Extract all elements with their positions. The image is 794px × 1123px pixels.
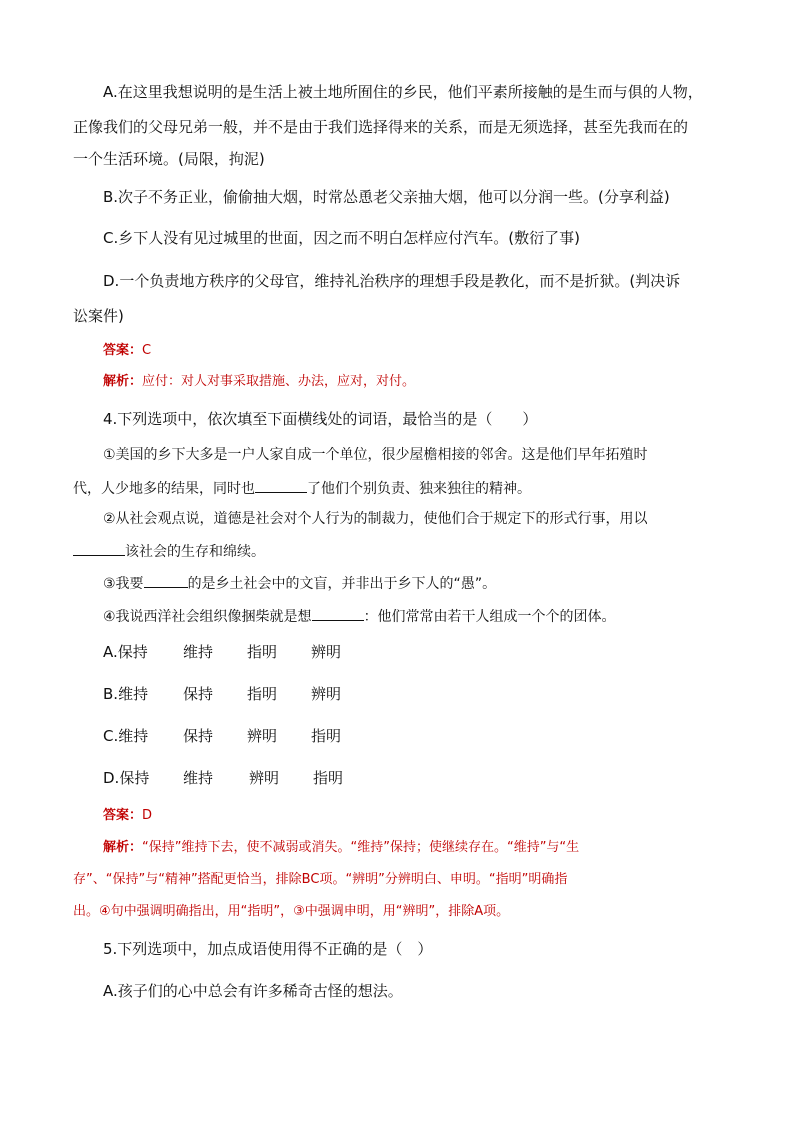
option-word: 指明 — [311, 727, 342, 745]
analysis-label: 解析： — [103, 840, 143, 855]
q4-sentence1-line2 — [73, 478, 531, 499]
sentence-text: 该社会的生存和绵续。 — [125, 544, 265, 560]
q4-option-c — [103, 726, 341, 746]
analysis-text: “保持”维持下去，使不减弱或消失。“维持”保持；使继续存在。“维持”与“生 — [142, 840, 580, 855]
q4-analysis-line1 — [103, 838, 579, 858]
q3-answer — [103, 341, 151, 361]
option-word: 指明 — [247, 685, 278, 703]
option-letter-word: A.保持 — [103, 643, 148, 661]
q4-option-d — [103, 768, 343, 788]
sentence-text: ③我要 — [103, 576, 144, 592]
option-word: 指明 — [313, 769, 344, 787]
option-word: 辨明 — [249, 769, 280, 787]
answer-label: 答案： — [103, 343, 143, 358]
q4-sentence1-line1: ①美国的乡下大多是一户人家自成一个单位，很少屋檐相接的邻舍。这是他们早年拓殖时 — [103, 447, 648, 463]
option-letter-word: C.维持 — [103, 727, 149, 745]
q5-option-a: A.孩子们的心中总会有许多稀奇古怪的想法。 — [103, 982, 403, 1000]
q4-sentence4 — [103, 606, 616, 627]
q4-option-b — [103, 684, 341, 704]
q3-option-a-line2: 正像我们的父母兄弟一般，并不是由于我们选择得来的关系，而是无须选择，甚至先我而在的 — [73, 118, 689, 136]
option-letter-word: D.保持 — [103, 769, 150, 787]
sentence-text: ：他们常常由若干人组成一个个的团体。 — [363, 609, 616, 625]
sentence-text: ④我说西洋社会组织像捆柴就是想 — [103, 609, 312, 625]
fill-blank — [255, 478, 307, 493]
q4-option-a — [103, 642, 341, 662]
answer-label: 答案： — [103, 808, 143, 823]
q4-sentence2-line1: ②从社会观点说，道德是社会对个人行为的制裁力，使他们合于规定下的形式行事，用以 — [103, 511, 648, 527]
option-word: 保持 — [183, 685, 214, 703]
sentence-text: 的是乡土社会中的文盲，并非出于乡下人的“愚”。 — [187, 576, 497, 592]
q4-sentence2-line2 — [73, 541, 265, 562]
fill-blank — [144, 573, 188, 588]
q3-analysis — [103, 372, 415, 392]
q3-option-a-line1: A.在这里我想说明的是生活上被土地所囿住的乡民，他们平素所接触的是生而与俱的人物， — [103, 83, 703, 101]
q3-option-a-line3: 一个生活环境。(局限，拘泥) — [73, 150, 265, 168]
q4-analysis-line3: 出。④句中强调明确指出，用“指明”，③中强调申明，用“辨明”，排除A项。 — [73, 904, 510, 919]
q4-sentence3 — [103, 573, 496, 594]
option-word: 辨明 — [247, 727, 278, 745]
answer-value: D — [142, 808, 153, 823]
analysis-text: 应付：对人对事采取措施、办法，应对，对付。 — [142, 374, 416, 389]
q5-stem: 5.下列选项中，加点成语使用得不正确的是（ ） — [103, 940, 433, 958]
q3-option-b: B.次子不务正业，偷偷抽大烟，时常怂恿老父亲抽大烟，他可以分润一些。(分享利益) — [103, 188, 670, 206]
option-letter-word: B.维持 — [103, 685, 149, 703]
answer-value: C — [142, 343, 152, 358]
q3-option-d-line1: D.一个负责地方秩序的父母官，维持礼治秩序的理想手段是教化，而不是折狱。(判决诉 — [103, 272, 681, 290]
option-word: 维持 — [183, 643, 214, 661]
option-word: 保持 — [183, 727, 214, 745]
q4-answer — [103, 806, 152, 826]
q3-option-c: C.乡下人没有见过城里的世面，因之而不明白怎样应付汽车。(敷衍了事) — [103, 229, 580, 247]
sentence-text: 代，人少地多的结果，同时也 — [73, 481, 255, 497]
fill-blank — [312, 606, 364, 621]
q4-analysis-line2: 存”、“保持”与“精神”搭配更恰当，排除BC项。“辨明”分辨明白、申明。“指明”明确指 — [73, 872, 568, 887]
option-word: 指明 — [247, 643, 278, 661]
option-word: 辨明 — [311, 685, 342, 703]
fill-blank — [73, 541, 125, 556]
option-word: 维持 — [183, 769, 214, 787]
option-word: 辨明 — [311, 643, 342, 661]
analysis-label: 解析： — [103, 374, 143, 389]
q4-stem: 4.下列选项中，依次填至下面横线处的词语，最恰当的是（ ） — [103, 410, 538, 428]
sentence-text: 了他们个别负责、独来独往的精神。 — [307, 481, 531, 497]
q3-option-d-line2: 讼案件) — [73, 307, 124, 325]
